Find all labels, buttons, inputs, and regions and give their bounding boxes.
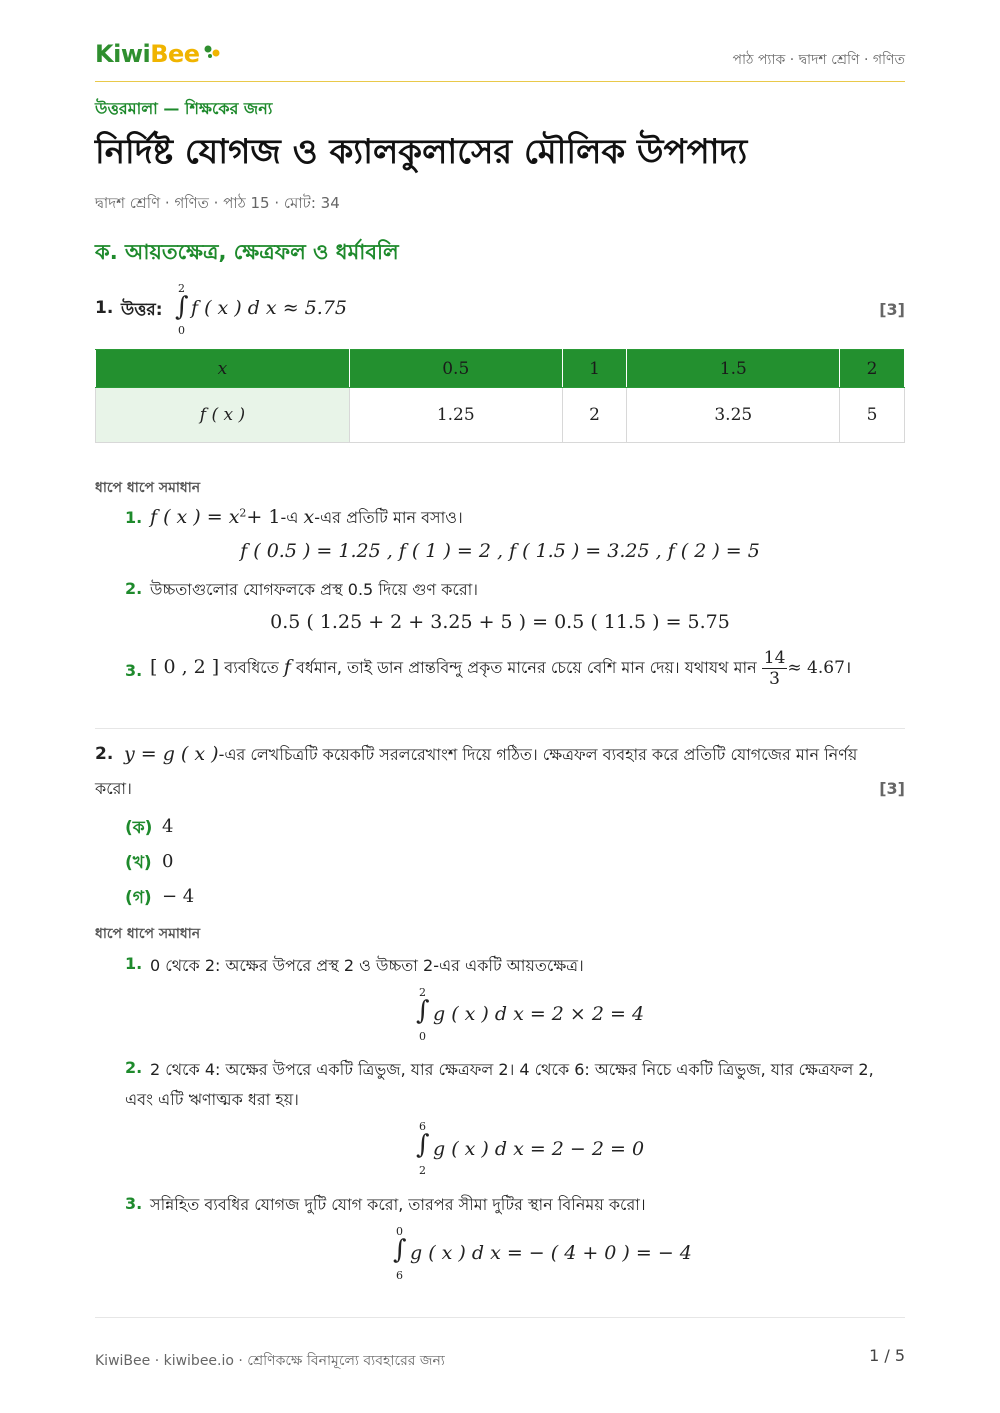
table-row-head: f ( x ) [96,388,350,443]
table-header-cell: x [96,350,350,388]
question-divider [95,728,905,729]
question-1-number: 1. [95,298,114,318]
question-2-text-line2: করো। [95,779,132,798]
page-header [95,38,905,82]
q1-step-3-text: [ 0 , 2 ] ব্যবধিতে f বর্ধমান, তাই ডান প্রান্তবিন্দু প্রকৃত মানের চেয়ে বেশি মান দেয়। যথাযথ মান $\frac{14}{3}$ ≈ 4.67। [150,648,852,689]
footer-rule [95,1317,905,1318]
page-title: নির্দিষ্ট যোগজ ও ক্যালকুলাসের মৌলিক উপপাদ্য [95,132,748,172]
q1-integral-upper: 2 [178,282,185,295]
logo-text-bee: Bee [150,40,200,68]
q2-option-label: (গ) [125,888,152,908]
table-header-cell: 2 [840,350,905,388]
kiwibee-logo [95,40,200,68]
question-2-marks: [3] [879,779,905,798]
q2-option-value: 4 [162,816,174,837]
q2-step-3-display: g ( x ) d x = − ( 4 + 0 ) = − 4 [410,1242,692,1264]
q1-step-2-text: উচ্চতাগুলোর যোগফলকে প্রস্থ 0.5 দিয়ে গুণ করো। [150,580,478,599]
q1-step-1-number: 1. [125,508,143,527]
table-cell: 3.25 [627,388,840,443]
q2-step-1-integral-sign: 2 ∫ 0 [416,986,430,1043]
q2-step-1-display: g ( x ) d x = 2 × 2 = 4 [433,1003,645,1025]
table-row [96,388,905,443]
q1-step-2-number: 2. [125,579,143,598]
table-header-cell: 0.5 [349,350,562,388]
question-1-marks: [3] [879,300,905,319]
question-2-text-line1: y = g ( x )-এর লেখচিত্রটি কয়েকটি সরলরেখাংশ দিয়ে গঠিত। ক্ষেত্রফল ব্যবহার করে প্রতিটি যোগজের মান নির্ণয় [124,743,858,765]
table-header-row [96,350,905,388]
q2-steps-label: ধাপে ধাপে সমাধান [95,926,201,942]
q2-step-3-number: 3. [125,1194,143,1213]
q1-step-1-display: f ( 0.5 ) = 1.25 , f ( 1 ) = 2 , f ( 1.5 ) = 3.25 , f ( 2 ) = 5 [240,540,760,562]
answer-key-kicker: উত্তরমালা — শিক্ষকের জন্য [95,99,273,118]
q1-steps-label: ধাপে ধাপে সমাধান [95,480,201,496]
q1-step-1-text: f ( x ) = $x^2+$ 1-এ x-এর প্রতিটি মান বসাও। [150,506,463,528]
q1-integral-lower: 0 [178,324,185,337]
q2-step-3-integral-sign: 0 ∫ 6 [393,1225,407,1282]
q2-option-label: (ক) [125,818,153,838]
q2-option-label: (খ) [125,853,152,873]
q2-step-1-text: 0 থেকে 2: অক্ষের উপরে প্রস্থ 2 ও উচ্চতা 2-এর একটি আয়তক্ষেত্র। [150,956,584,975]
q1-step-3-number: 3. [125,661,143,680]
q2-step-2-display: g ( x ) d x = 2 − 2 = 0 [433,1138,645,1160]
logo-dots-icon [203,44,223,60]
q2-step-1-number: 1. [125,954,143,973]
q1-integral-sign: 2 ∫ 0 [175,282,189,337]
q2-step-2-number: 2. [125,1058,143,1077]
q2-step-2-integral-sign: 6 ∫ 2 [416,1120,430,1177]
q2-option-value: − 4 [162,886,195,907]
logo-text-kiwi: Kiwi [95,40,151,68]
q2-option-value: 0 [162,851,174,872]
q1-step-3-fraction: $\frac{14}{3}$ [763,648,786,689]
values-table [95,349,905,443]
breadcrumb: পাঠ প্যাক · দ্বাদশ শ্রেণি · গণিত [732,52,905,68]
q2-step-2-text: 2 থেকে 4: অক্ষের উপরে একটি ত্রিভুজ, যার ক্ষেত্রফল 2। 4 থেকে 6: অক্ষের নিচে একটি ত্রিভুজ, যার ক্ষেত্রফল 2, [150,1060,874,1079]
question-1-answer-label: উত্তর: [121,300,163,320]
section-heading-a: ক. আয়তক্ষেত্র, ক্ষেত্রফল ও ধর্মাবলি [95,240,399,264]
q2-step-2-text-b: এবং এটি ঋণাত্মক ধরা হয়। [125,1090,299,1109]
q1-step-2-display: 0.5 ( 1.25 + 2 + 3.25 + 5 ) = 0.5 ( 11.5 ) = 5.75 [270,611,730,633]
page-meta: দ্বাদশ শ্রেণি · গণিত · পাঠ 15 · মোট: 34 [95,194,340,212]
footer-text: KiwiBee · kiwibee.io · শ্রেণিকক্ষে বিনামূল্যে ব্যবহারের জন্য [95,1353,445,1369]
table-cell: 2 [562,388,627,443]
q1-answer-expression: f ( x ) d x ≈ 5.75 [191,297,347,319]
table-header-cell: 1.5 [627,350,840,388]
question-2-number: 2. [95,744,114,764]
q2-step-3-text: সন্নিহিত ব্যবধির যোগজ দুটি যোগ করো, তারপর সীমা দুটির স্থান বিনিময় করো। [150,1195,646,1214]
table-cell: 5 [840,388,905,443]
table-cell: 1.25 [349,388,562,443]
page-number: 1 / 5 [869,1346,905,1365]
table-header-cell: 1 [562,350,627,388]
